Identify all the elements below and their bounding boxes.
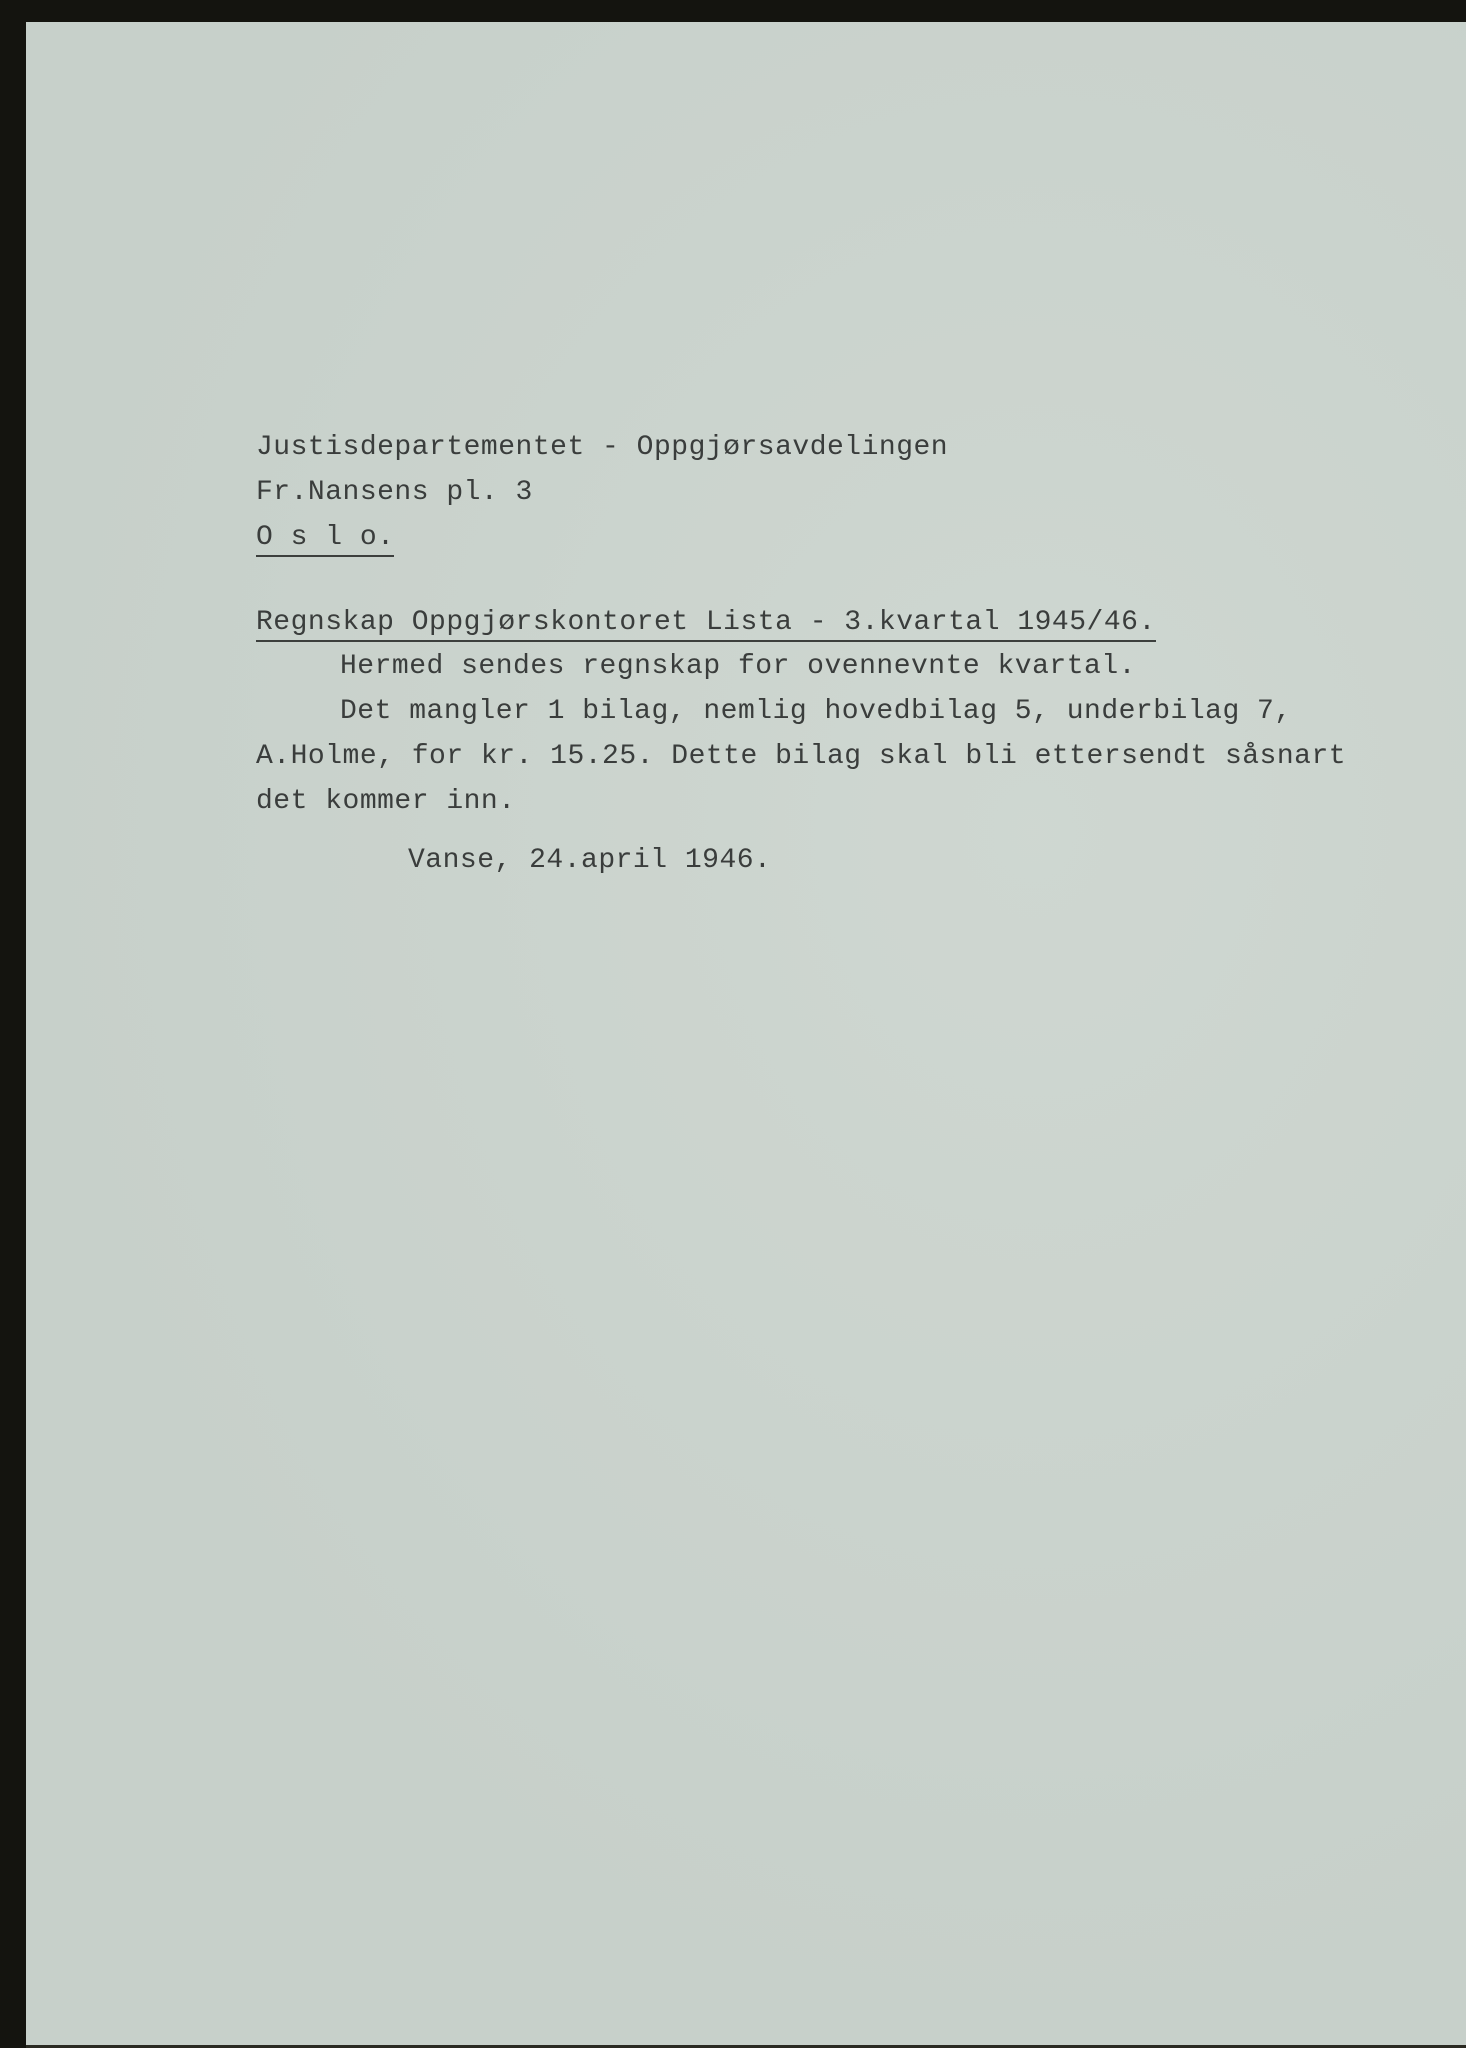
body-line: Det mangler 1 bilag, nemlig hovedbilag 5, underbilag 7, — [340, 696, 1292, 727]
body-line: Hermed sendes regnskap for ovennevnte kvartal. — [340, 651, 1136, 682]
body-line: A.Holme, for kr. 15.25. Dette bilag skal bli ettersendt såsnart — [256, 741, 1347, 772]
recipient-street: Fr.Nansens pl. 3 — [256, 477, 533, 508]
document-page — [26, 22, 1466, 2048]
recipient-city: O s l o. — [256, 522, 394, 557]
subject-line: Regnskap Oppgjørskontoret Lista - 3.kvartal 1945/46. — [256, 607, 1156, 642]
place-date: Vanse, 24.april 1946. — [408, 845, 772, 876]
body-line: det kommer inn. — [256, 786, 516, 817]
recipient-department: Justisdepartementet - Oppgjørsavdelingen — [256, 432, 949, 463]
